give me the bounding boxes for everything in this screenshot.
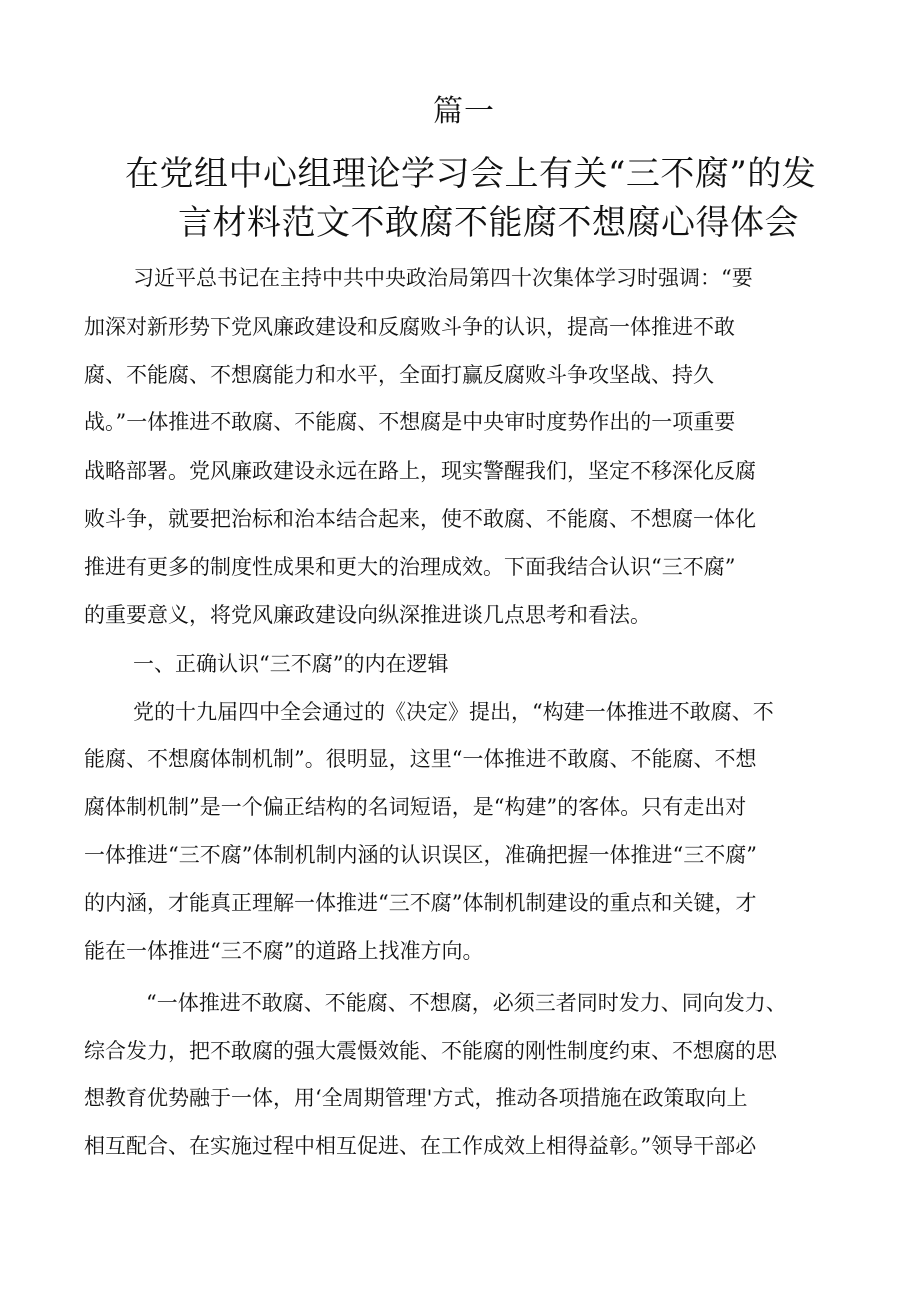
paragraph-1-line: 加深对新形势下党风廉政建设和反腐败斗争的认识，提高一体推进不敢: [84, 315, 735, 339]
paragraph-3-line: 想教育优势融于一体，用‘全周期管理'方式，推动各项措施在政策取向上: [84, 1086, 748, 1110]
title-line-2: 言材料范文不敢腐不能腐不想腐心得体会: [178, 203, 799, 243]
paragraph-1-line: 腐、不能腐、不想腐能力和水平，全面打赢反腐败斗争攻坚战、持久: [84, 363, 714, 387]
paragraph-1-line: 战。”一体推进不敢腐、不能腐、不想腐是中央审时度势作出的一项重要: [84, 410, 736, 434]
paragraph-1-line: 败斗争，就要把治标和治本结合起来，使不敢腐、不能腐、不想腐一体化: [84, 507, 756, 531]
paragraph-2-line: 党的十九届四中全会通过的《决定》提出，“构建一体推进不敢腐、不: [133, 700, 774, 724]
paragraph-2-line: 一体推进“三不腐”体制机制内涵的认识误区，准确把握一体推进“三不腐”: [84, 843, 757, 867]
paragraph-3-line: 综合发力，把不敢腐的强大震慑效能、不能腐的刚性制度约束、不想腐的思: [84, 1039, 777, 1063]
section-label: 篇一: [433, 94, 495, 129]
paragraph-3-line: 相互配合、在实施过程中相互促进、在工作成效上相得益彰。”领导干部必: [84, 1134, 757, 1158]
paragraph-3-line: “一体推进不敢腐、不能腐、不想腐，必须三者同时发力、同向发力、: [146, 991, 787, 1015]
paragraph-2-line: 腐体制机制”是一个偏正结构的名词短语，是“构建”的客体。只有走出对: [84, 795, 747, 819]
paragraph-2-line: 能腐、不想腐体制机制”。很明显，这里“一体推进不敢腐、不能腐、不想: [84, 747, 757, 771]
paragraph-1-line: 的重要意义，将党风廉政建设向纵深推进谈几点思考和看法。: [84, 603, 651, 627]
paragraph-2-line: 的内涵，才能真正理解一体推进“三不腐”体制机制建设的重点和关键，才: [84, 891, 757, 915]
paragraph-2-line: 能在一体推进“三不腐”的道路上找准方向。: [84, 939, 484, 963]
paragraph-1-line: 推进有更多的制度性成果和更大的治理成效。下面我结合认识“三不腐”: [84, 555, 736, 579]
paragraph-1-line: 战略部署。党风廉政建设永远在路上，现实警醒我们，坚定不移深化反腐: [84, 459, 756, 483]
title-line-1: 在党组中心组理论学习会上有关“三不腐”的发: [125, 154, 817, 194]
section-heading: 一、正确认识“三不腐”的内在逻辑: [133, 652, 449, 676]
paragraph-1-line: 习近平总书记在主持中共中央政治局第四十次集体学习时强调：“要: [133, 266, 753, 290]
